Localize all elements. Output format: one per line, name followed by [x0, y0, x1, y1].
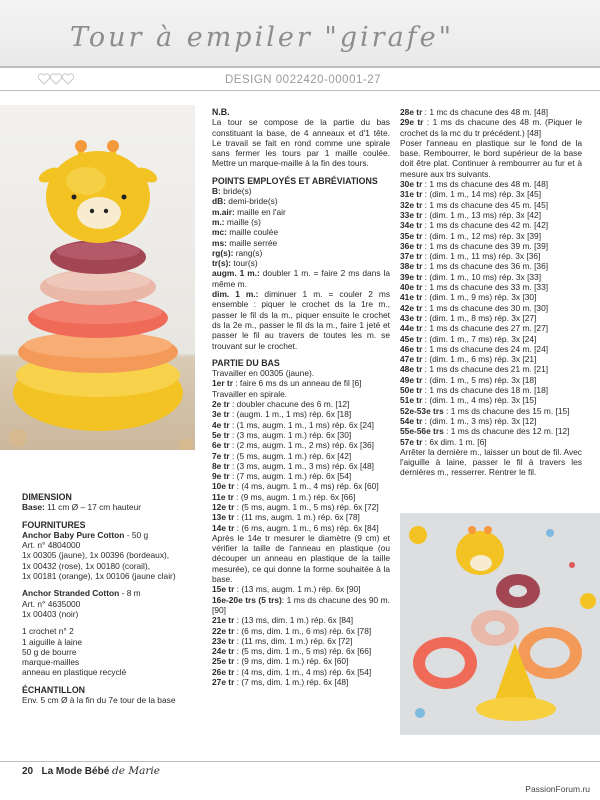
dimension-line: [22, 502, 197, 512]
row-line: [212, 492, 390, 502]
echantillon-title: ÉCHANTILLON: [22, 684, 86, 695]
row-text: : 1 ms ds chacune des 90 m. [90]: [212, 594, 390, 615]
dim-key: dim. 1 m.:: [212, 289, 259, 300]
row-line: [400, 426, 582, 436]
augm-text: doubler 1 m. = faire 2 ms dans la même m.: [212, 268, 390, 289]
footer-divider: [0, 761, 600, 762]
row-line: [212, 667, 390, 677]
column-instructions-cont: [400, 107, 582, 478]
row-text: maille en l'air: [234, 206, 286, 217]
tool-item: anneau en plastique recyclé: [22, 667, 127, 678]
row-key: 49e tr: [400, 374, 423, 385]
row-text: : (9 ms, augm. 1 m.) rép. 6x [66]: [233, 491, 356, 502]
rows-c-list: [400, 179, 582, 447]
row-text: : (3 ms, augm. 1 m., 3 ms) rép. 6x [48]: [229, 460, 374, 471]
page-number: 20: [22, 766, 34, 777]
row-key: 25e tr: [212, 656, 235, 667]
row-key: m.air:: [212, 206, 235, 217]
row-text: : 1 ms ds chacune des 24 m. [24]: [422, 343, 549, 354]
row-text: : (7 ms, augm. 1 m.) rép. 6x [54]: [229, 471, 352, 482]
row-key: 44e tr: [400, 323, 423, 334]
row-line: [212, 207, 390, 217]
row-key: 16e-20e trs (5 trs): [212, 594, 282, 605]
row-line: [212, 420, 390, 430]
row-text: : (dim. 1 m., 6 ms) rép. 3x [21]: [422, 354, 537, 365]
row-text: Travailler en spirale.: [212, 388, 288, 399]
row-key: 35e tr: [400, 230, 423, 241]
row-line: [400, 282, 582, 292]
row-text: : 1 ms ds chacune des 45 m. [45]: [422, 199, 549, 210]
row-key: 29e tr: [400, 117, 424, 128]
row-key: 14e tr: [212, 522, 235, 533]
row-key: 39e tr: [400, 271, 423, 282]
giraffe-tower-photo: [0, 105, 195, 450]
row-line: [212, 378, 390, 388]
bas-intro: Travailler en 00305 (jaune).: [212, 368, 315, 379]
design-code: DESIGN 0022420-00001-27: [225, 74, 381, 86]
row-key: 1er tr: [212, 378, 233, 389]
row-line: [400, 385, 582, 395]
row-key: 48e tr: [400, 364, 423, 375]
yarn1-color: 1x 00305 (jaune), 1x 00396 (bordeaux),: [22, 550, 170, 561]
row-key: 51e tr: [400, 395, 423, 406]
row-line: [212, 258, 390, 268]
row-line: [212, 461, 390, 471]
row-text: maille coulée: [226, 227, 279, 238]
row-line: [212, 238, 390, 248]
row-text: : (5 ms, augm. 1 m., 5 ms) rép. 6x [72]: [234, 501, 379, 512]
yarn1-art: Art. n° 4804000: [22, 540, 81, 551]
row-key: 40e tr: [400, 282, 423, 293]
row-text: maille serrée: [226, 237, 278, 248]
row-key: 9e tr: [212, 471, 230, 482]
row-key: 8e tr: [212, 460, 230, 471]
abbr-list: [212, 186, 390, 268]
row-key: 12e tr: [212, 501, 235, 512]
row-text: : 6x dim. 1 m. [6]: [422, 436, 487, 447]
row-key: 11e tr: [212, 491, 234, 502]
row-line: [212, 430, 390, 440]
row-text: : 1 ms ds chacune des 33 m. [33]: [422, 282, 549, 293]
row-line: [212, 481, 390, 491]
row-text: : (11 ms, augm. 1 m.) rép. 6x [78]: [234, 512, 360, 523]
row-text: : 1 mc ds chacune des 48 m. [48]: [422, 107, 549, 117]
row-key: m.:: [212, 216, 225, 227]
row-key: 28e tr: [400, 107, 423, 117]
row-line: [400, 179, 582, 189]
ending-text: Arrêter la dernière m., laisser un bout de fil. Avec l'aiguille à laine, passer le fil à travers les dernières m., resserrer. Rentrer le fil.: [400, 446, 582, 478]
row-text: : (dim. 1 m., 9 ms) rép. 3x [30]: [422, 292, 537, 303]
row-text: : (6 ms, dim. 1 m., 6 ms) rép. 6x [78]: [234, 625, 372, 636]
yarn2-weight: - 8 m: [119, 588, 141, 599]
row-line: [212, 595, 390, 616]
page-title: Tour à empiler "girafe": [70, 22, 455, 53]
fournitures-title: FOURNITURES: [22, 519, 86, 530]
row-line: [212, 502, 390, 512]
row-key: tr(s):: [212, 258, 232, 269]
row-text: : (3 ms, augm. 1 m.) rép. 6x [30]: [229, 429, 352, 440]
row-line: [400, 231, 582, 241]
row-text: : 1 ms ds chacune des 48 m. (Piquer le crochet ds la mc du tr précédent.) [48]: [400, 117, 582, 138]
row-line: [400, 303, 582, 313]
row-key: 37e tr: [400, 251, 423, 262]
column-materials: [22, 492, 197, 705]
rows-a-list: [212, 378, 390, 532]
row-text: bride(s): [220, 186, 252, 197]
row-text: demi-bride(s): [225, 196, 278, 207]
row-text: : 1 ms ds chacune des 27 m. [27]: [422, 323, 549, 334]
watermark: PassionForum.ru: [525, 784, 590, 794]
row-text: : (dim. 1 m., 3 ms) rép. 3x [12]: [422, 415, 537, 426]
row-text: : 1 ms ds chacune des 36 m. [36]: [422, 261, 549, 272]
footer: [22, 765, 160, 777]
row-line: [212, 186, 390, 196]
row-key: 5e tr: [212, 429, 230, 440]
row-key: ms:: [212, 237, 227, 248]
row-key: 24e tr: [212, 646, 235, 657]
yarn1-line: [22, 530, 197, 540]
augm-key: augm. 1 m.:: [212, 268, 260, 279]
row-line: [400, 107, 582, 117]
tool-item: 50 g de bourre: [22, 646, 77, 657]
row-key: 36e tr: [400, 240, 423, 251]
magazine-suffix: de Marie: [112, 765, 160, 777]
yarn1-weight: - 50 g: [124, 529, 149, 540]
row-key: 34e tr: [400, 220, 423, 231]
row-key: B:: [212, 186, 221, 197]
row-key: 47e tr: [400, 354, 423, 365]
row-key: 57e tr: [400, 436, 423, 447]
row-line: [212, 636, 390, 646]
title-band: [0, 0, 600, 68]
row-key: rg(s):: [212, 247, 234, 258]
row-line: [212, 512, 390, 522]
row-line: [212, 409, 390, 419]
row-line: [212, 677, 390, 687]
yarn2-color: 1x 00403 (noir): [22, 608, 79, 619]
row-key: 46e tr: [400, 343, 423, 354]
column-instructions: [212, 107, 390, 687]
row-key: 21e tr: [212, 615, 235, 626]
row-key: 27e tr: [212, 677, 235, 688]
row-line: [212, 389, 390, 399]
row-text: : (7 ms, dim. 1 m.) rép. 6x [48]: [234, 677, 349, 688]
row-key: 4e tr: [212, 419, 230, 430]
row-line: [400, 395, 582, 405]
row-key: mc:: [212, 227, 227, 238]
row-text: : 1 ms ds chacune des 18 m. [18]: [422, 385, 549, 396]
dimension-label: Base:: [22, 502, 45, 513]
row-text: : (2 ms, augm. 1 m., 2 ms) rép. 6x [36]: [229, 440, 374, 451]
row-text: : (dim. 1 m., 5 ms) rép. 3x [18]: [422, 374, 537, 385]
row-text: : (dim. 1 m., 4 ms) rép. 3x [15]: [422, 395, 537, 406]
row-text: : faire 6 ms ds un anneau de fil [6]: [232, 378, 362, 389]
row-line: [400, 292, 582, 302]
row-key: dB:: [212, 196, 226, 207]
row-text: : (dim. 1 m., 8 ms) rép. 3x [27]: [422, 312, 537, 323]
row-text: : (4 ms, dim. 1 m., 4 ms) rép. 6x [54]: [234, 666, 372, 677]
row-text: : (1 ms, augm. 1 m., 1 ms) rép. 6x [24]: [229, 419, 374, 430]
row-line: [400, 189, 582, 199]
row-line: [212, 626, 390, 636]
pieces-photo: [400, 513, 600, 735]
row-line: [400, 220, 582, 230]
row-line: [400, 241, 582, 251]
row-key: 10e tr: [212, 481, 235, 492]
row-line: [400, 334, 582, 344]
row-line: [212, 196, 390, 206]
rows-b-list: [212, 584, 390, 687]
row-line: [212, 248, 390, 258]
row-line: [212, 451, 390, 461]
row-line: [400, 117, 582, 138]
tool-item: 1 aiguille à laine: [22, 636, 83, 647]
nb-text: La tour se compose de la partie du bas constituant la base, de 4 anneaux et d'1 tête. Le travail se fait en rond comme une spirale sans fermer les tours par 1 maille coulée. Mettre un marque-maille à la fin des tours.: [212, 117, 390, 169]
row-text: : (dim. 1 m., 7 ms) rép. 3x [24]: [422, 333, 537, 344]
row-key: 26e tr: [212, 666, 235, 677]
row-key: 23e tr: [212, 635, 235, 646]
dim-text: diminuer 1 m. = couler 2 ms ensemble : piquer le crochet ds la 1re m., passer le fil ds la m., piquer ensuite le crochet ds la 2e m., passer le fil ds la m., faire 1 jeté et passer le fil au travers de toutes les m. se trouvant sur le crochet.: [212, 289, 391, 351]
row-text: rang(s): [233, 247, 263, 258]
row-text: : (augm. 1 m., 1 ms) rép. 6x [18]: [229, 409, 352, 420]
row-text: : (5 ms, augm. 1 m.) rép. 6x [42]: [229, 450, 352, 461]
row-key: 45e tr: [400, 333, 423, 344]
row-text: : (9 ms, dim. 1 m.) rép. 6x [60]: [234, 656, 349, 667]
row-line: [212, 584, 390, 594]
echantillon-text: Env. 5 cm Ø à la fin du 7e tour de la base: [22, 695, 176, 706]
row-line: [400, 416, 582, 426]
row-line: [212, 615, 390, 625]
row-text: : (11 ms, dim. 1 m.) rép. 6x [72]: [234, 635, 353, 646]
row-text: : (dim. 1 m., 10 ms) rép. 3x [33]: [422, 271, 542, 282]
row-line: [212, 399, 390, 409]
row-text: : (dim. 1 m., 12 ms) rép. 3x [39]: [422, 230, 542, 241]
note14: Après le 14e tr mesurer le diamètre (9 cm) et vérifier la taille de l'anneau en plastique (ou découper un anneau en plastique de la taille mesurée), ce qui donne la forme souhaitée à la base.: [212, 532, 390, 585]
abbr-title: POINTS EMPLOYÉS ET ABRÉVIATIONS: [212, 175, 378, 186]
dim-def: [212, 289, 390, 351]
dimension-value: 11 cm Ø – 17 cm hauteur: [44, 502, 142, 513]
row-line: [212, 227, 390, 237]
nb-title: N.B.: [212, 107, 230, 117]
row-key: 33e tr: [400, 209, 423, 220]
row-text: : (6 ms, augm. 1 m., 6 ms) rép. 6x [84]: [234, 522, 379, 533]
row-key: 22e tr: [212, 625, 235, 636]
row-text: : (dim. 1 m., 14 ms) rép. 3x [45]: [422, 189, 542, 200]
yarn2-line: [22, 588, 197, 598]
row-line: [212, 440, 390, 450]
row-key: 3e tr: [212, 409, 230, 420]
row-key: 32e tr: [400, 199, 423, 210]
yarn1-color: 1x 00432 (rose), 1x 00180 (corail),: [22, 560, 151, 571]
row-text: : 1 ms ds chacune des 39 m. [39]: [422, 240, 549, 251]
row-text: : 1 ms ds chacune des 21 m. [21]: [422, 364, 549, 375]
row-line: [400, 200, 582, 210]
row-line: [212, 656, 390, 666]
row-key: 55e-56e trs: [400, 426, 444, 437]
row-text: : 1 ms ds chacune des 42 m. [42]: [422, 220, 549, 231]
row-key: 43e tr: [400, 312, 423, 323]
row-line: [212, 471, 390, 481]
row-text: maille (s): [224, 216, 261, 227]
row-line: [400, 313, 582, 323]
row-key: 41e tr: [400, 292, 423, 303]
row-line: [212, 646, 390, 656]
hearts-icon: [37, 72, 85, 86]
row-text: tour(s): [231, 258, 258, 269]
row-text: : doubler chacune des 6 m. [12]: [229, 399, 350, 410]
row-line: [400, 354, 582, 364]
row-key: 7e tr: [212, 450, 230, 461]
note29: Poser l'anneau en plastique sur le fond de la base. Rembourrer, le bord supérieur de la base doit être plat. Continuer à rembourrer au fur et à mesure aux trs suivants.: [400, 137, 582, 179]
divider: [0, 90, 600, 91]
augm-def: [212, 268, 390, 289]
row-text: : 1 ms ds chacune des 48 m. [48]: [422, 179, 549, 190]
row-line: [400, 437, 582, 447]
row-key: 15e tr: [212, 584, 235, 595]
row-text: : (4 ms, augm. 1 m., 4 ms) rép. 6x [60]: [234, 481, 379, 492]
row-text: : (dim. 1 m., 13 ms) rép. 3x [42]: [422, 209, 542, 220]
row-text: : (5 ms, dim. 1 m., 5 ms) rép. 6x [66]: [234, 646, 372, 657]
row-text: : (dim. 1 m., 11 ms) rép. 3x [36]: [422, 251, 541, 262]
tool-item: 1 crochet n° 2: [22, 626, 74, 637]
row-key: 30e tr: [400, 179, 423, 190]
bas-title: PARTIE DU BAS: [212, 357, 280, 368]
row-key: 52e-53e trs: [400, 405, 444, 416]
row-line: [400, 210, 582, 220]
tool-item: marque-mailles: [22, 657, 80, 668]
row-text: : (13 ms, dim. 1 m.) rép. 6x [84]: [234, 615, 354, 626]
row-key: 50e tr: [400, 385, 423, 396]
dimension-title: DIMENSION: [22, 492, 72, 502]
row-line: [400, 261, 582, 271]
row-text: : 1 ms ds chacune des 12 m. [12]: [443, 426, 570, 437]
row-line: [400, 251, 582, 261]
row-key: 13e tr: [212, 512, 235, 523]
yarn2-art: Art. n° 4635000: [22, 598, 81, 609]
row-key: 2e tr: [212, 399, 230, 410]
row-text: : 1 ms ds chacune des 15 m. [15]: [443, 405, 570, 416]
row-line: [212, 217, 390, 227]
row-key: 54e tr: [400, 415, 423, 426]
row-line: [400, 323, 582, 333]
row-key: 38e tr: [400, 261, 423, 272]
row-line: [400, 344, 582, 354]
row-key: 42e tr: [400, 302, 423, 313]
row-key: 6e tr: [212, 440, 230, 451]
row-line: [400, 406, 582, 416]
row-line: [400, 272, 582, 282]
row-line: [212, 523, 390, 533]
yarn1-color: 1x 00181 (orange), 1x 00106 (jaune clair): [22, 571, 176, 582]
row-line: [400, 375, 582, 385]
yarn1-name: Anchor Baby Pure Cotton: [22, 529, 125, 540]
row-text: : (13 ms, augm. 1 m.) rép. 6x [90]: [234, 584, 361, 595]
magazine-name: La Mode Bébé: [41, 766, 110, 777]
row-key: 31e tr: [400, 189, 423, 200]
yarn2-name: Anchor Stranded Cotton: [22, 588, 120, 599]
row-text: : 1 ms ds chacune des 30 m. [30]: [422, 302, 549, 313]
row-line: [400, 364, 582, 374]
